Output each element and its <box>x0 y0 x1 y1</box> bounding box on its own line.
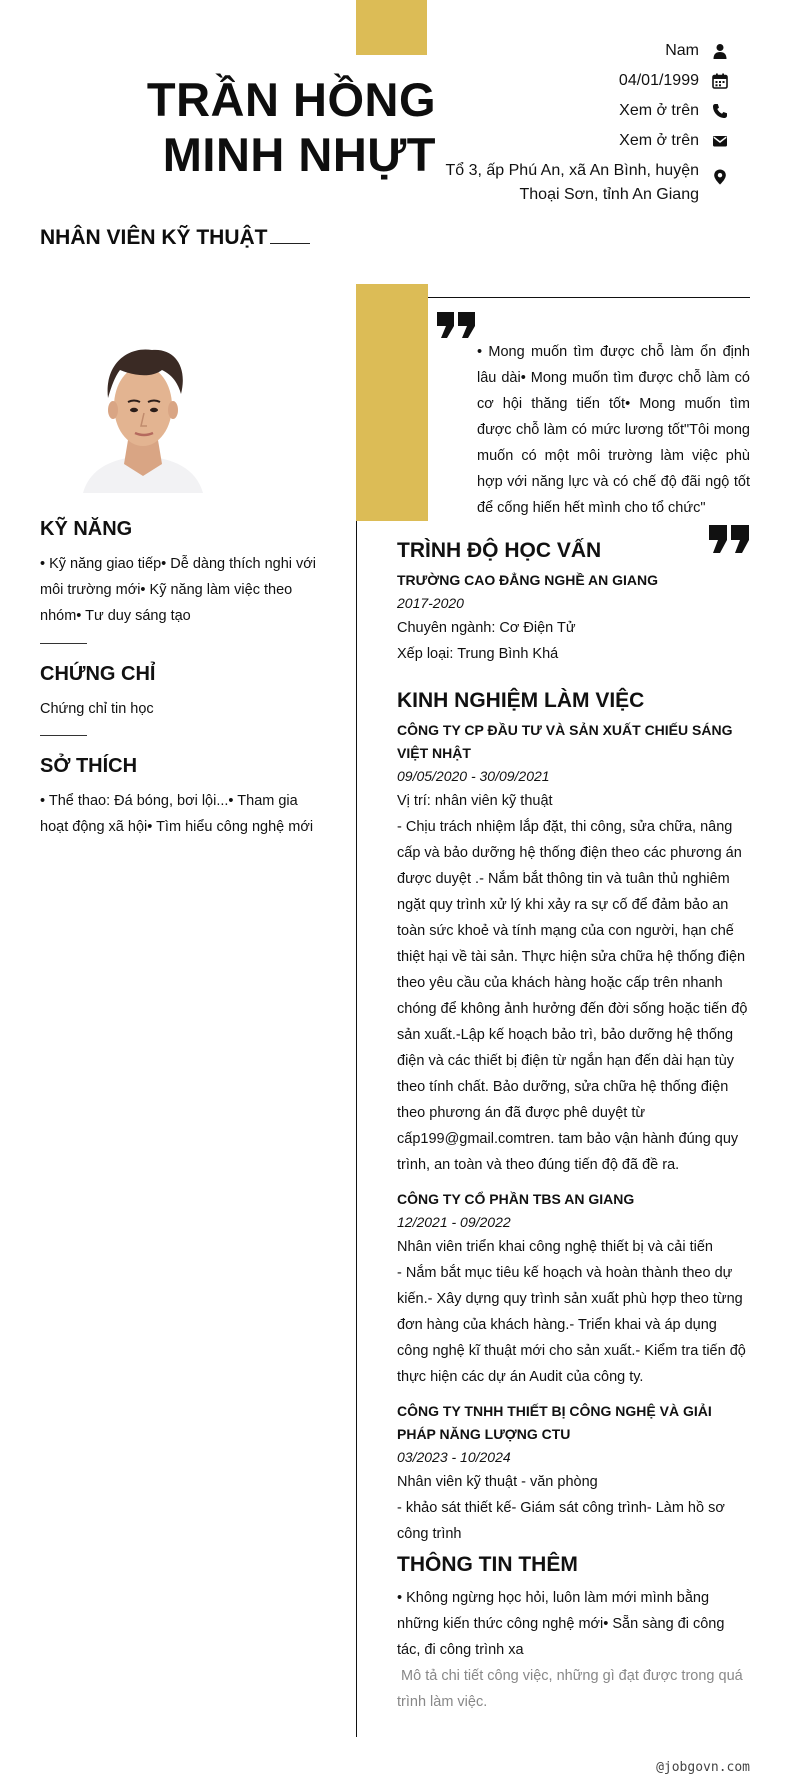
footer-watermark: @jobgovn.com <box>656 1760 750 1775</box>
phone-icon <box>712 103 728 119</box>
education-section <box>397 539 750 667</box>
contact-email <box>348 129 728 153</box>
company-name: CÔNG TY TNHH THIẾT BỊ CÔNG NGHỆ VÀ GIẢI PHÁP NĂNG LƯỢNG CTU <box>397 1403 712 1442</box>
certificates-title: CHỨNG CHỈ <box>40 663 156 685</box>
company-name: CÔNG TY CP ĐẦU TƯ VÀ SẢN XUẤT CHIẾU SÁNG VIỆT NHẬT <box>397 722 733 761</box>
additional-title: THÔNG TIN THÊM <box>397 1553 578 1576</box>
certificates-text: Chứng chỉ tin học <box>40 701 154 717</box>
hobbies-text: • Thể thao: Đá bóng, bơi lội...• Tham gia hoạt động xã hội• Tìm hiểu công nghệ mới <box>40 793 314 835</box>
contact-phone <box>348 99 728 123</box>
job-position: Nhân viên kỹ thuật - văn phòng <box>397 1474 598 1490</box>
accent-block-middle <box>356 284 428 521</box>
company-name: CÔNG TY CỔ PHẦN TBS AN GIANG <box>397 1191 635 1207</box>
email-text: Xem ở trên <box>619 132 699 149</box>
career-objective: • Mong muốn tìm được chỗ làm ổn định lâu dài• Mong muốn tìm được chỗ làm có cơ hội thăng tiến tốt• Mong muốn tìm được chỗ làm có mức lương tốt"Tôi mong muốn có một môi trường làm việc phù hợp với năng lực và có chế độ đãi ngộ tốt để cống hiến hết mình cho tổ chức" <box>477 344 750 516</box>
job-position: Vị trí: nhân viên kỹ thuật <box>397 793 553 809</box>
birthday-text: 04/01/1999 <box>618 72 699 89</box>
experience-section <box>397 689 750 1547</box>
job-description: - Chịu trách nhiệm lắp đặt, thi công, sửa chữa, nâng cấp và bảo dưỡng hệ thống điện theo các phương án được duyệt .- Nắm bắt thông tin và tuân thủ nghiêm ngặt quy trình xử lý khi xảy ra sự cố để đảm bảo an toàn sức khoẻ và tính mạng của con người, hạn chế thiệt hại về tài sản. Thực hiện sửa chữa hệ thống điện theo yêu cầu của khách hàng hoặc cấp trên nhanh chóng để không ảnh hưởng đến đời sống hoặc tiến độ sản xuất.-Lập kế hoạch bảo trì, bảo dưỡng hệ thống điện và các thiết bị điện từ ngắn hạn đến dài hạn tùy theo tính chất. Bảo dưỡng, sửa chữa hệ thống điện theo phương án đã được phê duyệt từ cấp199@gmail.comtren. tam bảo vận hành đúng quy trình, an toàn và theo đúng tiến độ đã đề ra. <box>397 819 748 1173</box>
map-pin-icon <box>712 169 728 185</box>
divider-horizontal <box>428 297 750 298</box>
additional-placeholder: Mô tả chi tiết công việc, những gì đạt được trong quá trình làm việc. <box>397 1668 747 1710</box>
experience-title: KINH NGHIỆM LÀM VIỆC <box>397 689 645 712</box>
calendar-icon <box>712 73 728 89</box>
section-separator <box>40 735 87 736</box>
job-period: 12/2021 - 09/2022 <box>397 1214 511 1230</box>
education-title: TRÌNH ĐỘ HỌC VẤN <box>397 539 602 562</box>
job-position: Nhân viên triển khai công nghệ thiết bị và cải tiến <box>397 1239 713 1255</box>
section-separator <box>40 643 87 644</box>
profile-photo <box>78 318 208 493</box>
school-name: TRƯỜNG CAO ĐẲNG NGHỀ AN GIANG <box>397 572 659 588</box>
education-major: Chuyên ngành: Cơ Điện Tử <box>397 620 576 636</box>
job-period: 09/05/2020 - 30/09/2021 <box>397 768 550 784</box>
address-line-1: Tổ 3, ấp Phú An, xã An Bình, huyện <box>445 162 699 179</box>
quote-open-icon <box>437 312 477 338</box>
additional-text: • Không ngừng học hỏi, luôn làm mới mình bằng những kiến thức công nghệ mới• Sẵn sàng đi công tác, đi công trình xa <box>397 1590 725 1658</box>
skills-title: KỸ NĂNG <box>40 518 133 540</box>
job-title-underline <box>270 243 310 244</box>
contact-address <box>348 159 728 207</box>
gender-text: Nam <box>665 42 699 59</box>
address-text <box>445 159 699 207</box>
mail-icon <box>712 133 728 149</box>
education-grade: Xếp loại: Trung Bình Khá <box>397 646 559 662</box>
additional-section <box>397 1553 750 1715</box>
address-line-2: Thoại Sơn, tỉnh An Giang <box>519 186 699 203</box>
skills-text: • Kỹ năng giao tiếp• Dễ dàng thích nghi với môi trường mới• Kỹ năng làm việc theo nhóm• Tư duy sáng tạo <box>40 556 317 624</box>
job-title <box>40 226 310 250</box>
phone-text: Xem ở trên <box>619 102 699 119</box>
job-entry <box>397 1400 750 1547</box>
job-period: 03/2023 - 10/2024 <box>397 1449 511 1465</box>
contact-birthday <box>348 69 728 93</box>
candidate-name: TRẦN HỒNG MINH NHỰT <box>146 73 436 181</box>
divider-vertical <box>356 521 357 1737</box>
contact-gender <box>348 39 728 63</box>
education-period: 2017-2020 <box>397 595 464 611</box>
job-description: - khảo sát thiết kế- Giám sát công trình- Làm hồ sơ công trình <box>397 1500 725 1542</box>
user-icon <box>712 43 728 59</box>
job-description: - Nắm bắt mục tiêu kế hoạch và hoàn thành theo dự kiến.- Xây dựng quy trình sản xuất phù hợp theo từng đơn hàng của khách hàng.- Triển khai và áp dụng công nghệ kĩ thuật mới cho sản xuất.- Kiểm tra tiến độ thực hiện các dự án Audit của công ty. <box>397 1265 746 1385</box>
job-entry <box>397 719 750 1178</box>
job-title-text: NHÂN VIÊN KỸ THUẬT <box>40 226 268 249</box>
hobbies-title: SỞ THÍCH <box>40 755 138 777</box>
job-entry <box>397 1188 750 1390</box>
